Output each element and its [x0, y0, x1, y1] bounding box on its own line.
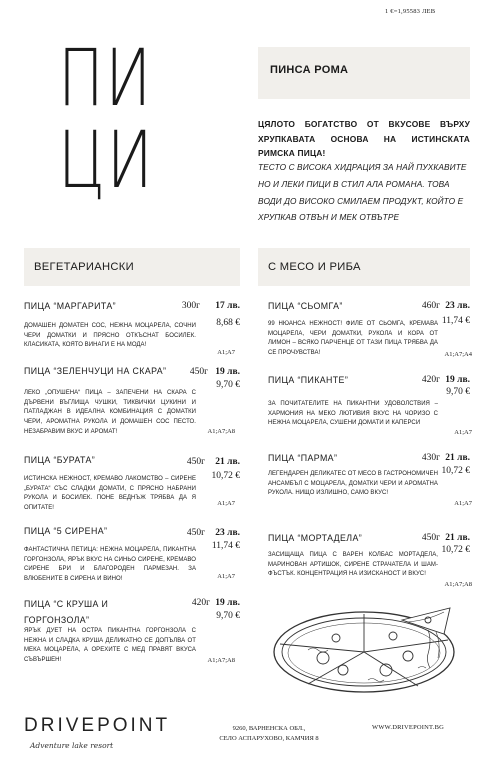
item-allergens: A1;A7	[454, 429, 472, 436]
item-description: ЛЕГЕНДАРЕН ДЕЛИКАТЕС ОТ МЕСО В ГАСТРОНОМИЧЕН АНСАМБЪЛ С МОЦАРЕЛА, ДОМАТКИ ЧЕРИ И АРОМАТНА РУКОЛА. НИЩО ИЗЛИШНО, САМО ВКУС!	[268, 471, 438, 497]
item-price-bgn: 21 лв.	[215, 457, 240, 467]
page-title-line-1: ПИ	[58, 34, 153, 124]
address-line-1: 9260, ВАРНЕНСКА ОБЛ.,	[232, 725, 306, 732]
item-price-eur: 8,68 €	[216, 318, 240, 328]
item-name: ПИЦА “СЬОМГА”	[268, 301, 343, 311]
item-allergens: A1;A7	[217, 573, 235, 580]
logo	[24, 715, 170, 737]
item-price-eur: 11,74 €	[211, 541, 240, 551]
item-description: ДОМАШЕН ДОМАТЕН СОС, НЕЖНА МОЦАРЕЛА, СОЧНИ ЧЕРИ ДОМАТКИ И ПРЯСНО ОТКЪСНАТ БОСИЛЕК. КЛАСИКАТА, КОЯТО ВИНАГИ Е НА МОДА!	[24, 323, 196, 349]
item-price-bgn: 23 лв.	[445, 301, 470, 311]
item-description: 99 НЮАНСА НЕЖНОСТ! ФИЛЕ ОТ СЬОМГА, КРЕМАВА МОЦАРЕЛА, ЧЕРИ ДОМАТКИ, РУКОЛА И КОРА ОТ ЛИМОН – ВСЯКО ПАРЧЕНЦЕ ОТ ТАЗИ ПИЦА ТРЯБВА ДА СЕ ПРОЧУВСТВА!	[268, 321, 438, 357]
item-price-bgn: 19 лв.	[445, 375, 470, 385]
logo-text: DRIVEPOINT	[24, 715, 171, 736]
item-name: ПИЦА “МАРГАРИТА”	[24, 301, 116, 311]
item-allergens: A1;A7;A8	[207, 428, 235, 435]
item-name: ПИЦА “БУРАТА”	[24, 455, 96, 465]
item-price-eur: 10,72 €	[441, 466, 470, 476]
item-price-bgn: 23 лв.	[215, 528, 240, 538]
meat-fish-section-title: С МЕСО И РИБА	[268, 261, 361, 273]
item-name: ПИЦА “ЗЕЛЕНЧУЦИ НА СКАРА”	[24, 366, 167, 376]
item-name: ПИЦА “ПИКАНТЕ”	[268, 375, 349, 385]
item-price-bgn: 19 лв.	[215, 367, 240, 377]
item-weight: 450г	[186, 528, 205, 538]
item-allergens: A1;A7;A8	[207, 657, 235, 664]
item-weight: 300г	[181, 301, 200, 311]
item-description: ЛЕКО „ОПУШЕНА“ ПИЦА – ЗАПЕЧЕНИ НА СКАРА С ДЪРВЕНИ ВЪГЛИЩА ЧУШКИ, ТИКВИЧКИ ЦУКИНИ И ПАТЛАДЖАН В ИДЕАЛНА КОМБИНАЦИЯ С ДОМАТКИ ЧЕРИ, АРОМАТНА РУКОЛА И ДОМАШЕН СОС ПЕСТО. НЕЗАБРАВИМ ВКУС И АРОМАТ!	[24, 390, 196, 435]
item-allergens: A1;A7	[454, 500, 472, 507]
item-description: ЗА ПОЧИТАТЕЛИТЕ НА ПИКАНТНИ УДОВОЛСТВИЯ – ХАРМОНИЯ НА МЕКО ЛЮТИВИЯ ВКУС НА ЧОРИЗО С НЕЖНА МОЦАРЕЛА, СУШЕНИ ДОМАТИ И КАПЕРСИ	[268, 401, 438, 427]
page-title	[58, 34, 223, 206]
item-description: ИСТИНСКА НЕЖНОСТ, КРЕМАВО ЛАКОМСТВО – СИРЕНЕ „БУРАТА“ СЪС СЛАДКИ ДОМАТИ, С ПРЯСНО НАБРАНИ РУКОЛА И БОСИЛЕК. ПОНЕ ВЕДНЪЖ ТРЯБВА ДА Я ОПИТАТЕ!	[24, 476, 196, 512]
pinsa-title: ПИНСА РОМА	[270, 64, 349, 76]
item-description: ФАНТАСТИЧНА ПЕТИЦА: НЕЖНА МОЦАРЕЛА, ПИКАНТНА ГОРГОНЗОЛА, ЯРЪК ВКУС НА СИНЬО СИРЕНЕ, КРЕМАВО СИРЕНЕ БРИ И БЛАГОРОДЕН ПАРМЕЗАН. ЗА ВЛЮБЕНИТЕ В СИРЕНА И ВИНО!	[24, 547, 196, 583]
item-name: ПИЦА “5 СИРЕНА”	[24, 526, 108, 536]
item-weight: 420г	[191, 598, 210, 608]
item-price-eur: 10,72 €	[441, 545, 470, 555]
item-name: ПИЦА “МОРТАДЕЛА”	[268, 533, 363, 543]
item-description: ЗАСИЩАЩА ПИЦА С ВАРЕН КОЛБАС МОРТАДЕЛА, МАРИНОВАН АРТИШОК, СИРЕНЕ СТРАЧАТЕЛА И ШАМ-ФЪСТЪК. КОНЦЕНТРАЦИЯ НА ИЗИСКАНОСТ И ВКУС!	[268, 552, 438, 578]
item-weight: 450г	[421, 533, 440, 543]
address-line-2: СЕЛО АСПАРУХОВО, КАМЧИЯ 8	[219, 735, 319, 742]
item-name: ПИЦА “ПАРМА”	[268, 453, 338, 463]
item-price-bgn: 21 лв.	[445, 533, 470, 543]
pizza-illustration	[268, 600, 468, 698]
item-price-eur: 9,70 €	[446, 387, 470, 397]
item-allergens: A1;A7	[217, 500, 235, 507]
logo-subtitle: Adventure lake resort	[30, 741, 114, 750]
item-allergens: A1;A7	[217, 349, 235, 356]
item-price-eur: 11,74 €	[441, 316, 470, 326]
item-price-eur: 9,70 €	[216, 380, 240, 390]
item-price-bgn: 17 лв.	[215, 301, 240, 311]
item-price-eur: 9,70 €	[216, 611, 240, 621]
item-name: ПИЦА “С КРУША И ГОРГОНЗОЛА”	[24, 599, 109, 625]
pinsa-intro-bold: ЦЯЛОТО БОГАТСТВО ОТ ВКУСОВЕ ВЪРХУ ХРУПКАВАТА ОСНОВА НА ИСТИНСКАТА РИМСКА ПИЦА!	[258, 119, 470, 158]
page-title-line-2: ЦИ	[58, 116, 155, 206]
item-allergens: A1;A7;A8	[444, 581, 472, 588]
item-description: ЯРЪК ДУЕТ НА ОСТРА ПИКАНТНА ГОРГОНЗОЛА С НЕЖНА И СЛАДКА КРУША ДЕЛИКАТНО СЕ ДОПЪЛВА ОТ МЕКА МОЦАРЕЛА, А ОРЕХИТЕ С МЕД ПРАВЯТ ВКУСА СЪВЪРШЕН!	[24, 628, 196, 664]
address	[206, 724, 332, 744]
item-price-bgn: 19 лв.	[215, 598, 240, 608]
item-price-bgn: 21 лв.	[445, 453, 470, 463]
item-allergens: A1;A7;A4	[444, 351, 472, 358]
item-weight: 460г	[421, 301, 440, 311]
exchange-rate: 1 €=1,95583 ЛЕВ	[385, 8, 436, 15]
pinsa-intro-italic: ТЕСТО С ВИСОКА ХИДРАЦИЯ ЗА НАЙ ПУХКАВИТЕ НО И ЛЕКИ ПИЦИ В СТИЛ АЛА РОМАНА. ТОВА ВОДИ ДО ВИСОКО СМИЛАЕМ ПРОДУКТ, КОЙТО Е ХРУПКАВ ОТВЪН И МЕК ОТВЪТРЕ	[258, 162, 467, 223]
item-weight: 430г	[421, 453, 440, 463]
item-price-eur: 10,72 €	[211, 471, 240, 481]
vegetarian-section-title: ВЕГЕТАРИАНСКИ	[34, 261, 134, 273]
item-weight: 450г	[189, 367, 208, 377]
website-link[interactable]: WWW.DRIVEPOINT.BG	[372, 724, 445, 731]
item-weight: 450г	[186, 457, 205, 467]
item-weight: 420г	[421, 375, 440, 385]
